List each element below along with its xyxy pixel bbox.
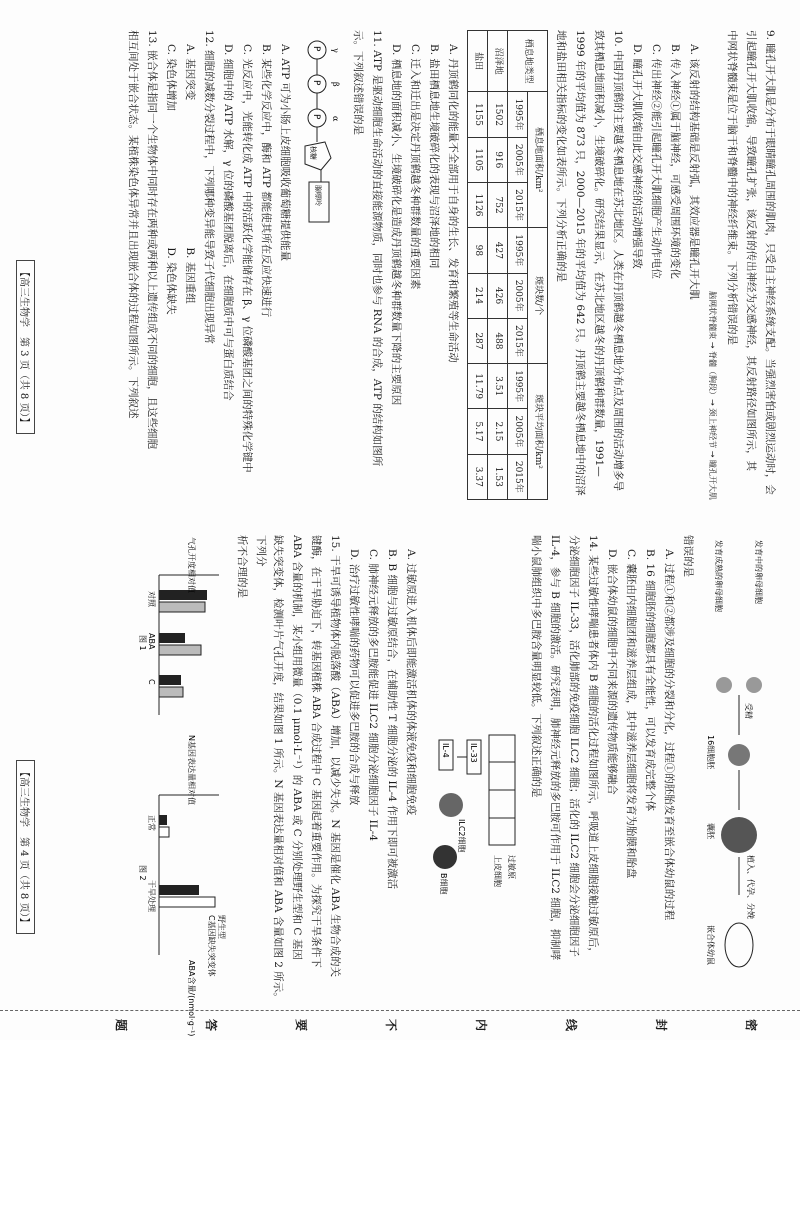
chimera-option-c: C. 囊胚由内细胞团和滋养层组成，其中滋养层细胞将发育为胎膜和胎盘 [625,549,637,879]
q11-option-b: B. 某些化学反应中，酶和 ATP 都能使其所在反应快速进行 [260,44,272,318]
seal-char: 题 [114,1019,128,1032]
atp-base-label: 腺嘌呤 [314,185,322,206]
fig2-legend: 野生型 [217,915,226,939]
q15-stem-line: 键酶，在干旱胁迫下，转基因植株 ABA 合成过程中 C 基因起着重要作用。为探究干旱条件下 [310,535,322,968]
seal-char: 线 [564,1019,578,1032]
seal-char: 内 [474,1019,488,1032]
question-15 [138,535,343,1037]
q11-stem-line: 11. ATP 是驱动细胞生命活动的直接能源物质，同时也参与 RNA 的合成，ATP 的结构如图所 [371,30,383,467]
q-intro: 错误的是 [682,535,694,577]
seal-line [0,1010,800,1039]
q11-stem-line: 示。下列叙述错误的是 [352,30,364,135]
q14-stem-line: 14. 某些过敏性哮喘患者体内 B 细胞的活化过程如图所示，呼吸道上皮细胞接触过敏原后， [587,535,599,958]
table-year: 1995年 [508,364,528,409]
seal-char: 不 [384,1019,398,1032]
fig-label: 受精 [744,703,753,719]
q14-stem-line: 分泌细胞因子 IL-33，活化肺部的免疫细胞 ILC2 细胞；活化的 ILC2 细胞会分泌细胞因子 [568,535,580,957]
q9-option-a: A. 该反射的结构基础是反射弧，其效应器是瞳孔开大肌 [688,44,700,300]
fig-label: 过敏原 [507,855,516,879]
table-cell: 2.15 [488,409,508,454]
table-cell: 1155 [468,92,488,137]
q15-stem-line: 缺失突变体，检测叶片气孔开度，结果如图 1 所示。N 基因表达量相对值和 ABA 含量如图 2 所示。下列分 [255,535,284,1003]
figure-1 [138,537,219,715]
table-year: 2005年 [508,137,528,182]
table-cell: 3.51 [488,364,508,409]
atp-gamma-label: γ [331,48,340,53]
q9-option-b: B. 传入神经①属于脑神经，可感受周围环境的变化 [669,44,681,279]
fig2-ylabel-left: N基因表达量相对值 [187,735,196,805]
seal-char: 答 [204,1019,218,1032]
fig-label: IL-33 [469,743,478,763]
page-3-footer: 【高三生物学 第 3 页（共 8 页）】 [16,260,35,434]
table-cell: 427 [488,228,508,273]
table-cell: 916 [488,137,508,182]
table-cell: 3.37 [468,454,488,499]
question-13 [124,30,160,500]
page-4-footer: 【高三生物学 第 4 页（共 8 页）】 [16,760,35,934]
fig-label: 上皮细胞 [493,855,502,887]
asthma-pathway-figure [423,535,523,1005]
table-year: 2015年 [508,182,528,227]
q11-option-d: D. 细胞中的 ATP 水解，γ 位的磷酸基团脱离后，在细胞质中可与蛋白质结合 [222,44,234,401]
fig1-xtick: C [147,679,156,685]
page-3-column [122,30,778,500]
page-4-column [135,535,778,1037]
table-year: 2015年 [508,454,528,499]
table-cell: 5.17 [468,409,488,454]
fig-label: 发育成熟的卵母细胞 [714,540,723,612]
table-cell: 287 [468,318,488,363]
q12-options-row [181,30,198,500]
fig-label: ILC2细胞 [457,819,466,853]
q10-option-b: B. 盐田栖息地生境破碎化的表现与沼泽地的相同 [428,44,440,269]
q9-option-c: C. 传出神经②能引起瞳孔开大肌细胞产生动作电位 [650,44,662,279]
table-cell: 214 [468,273,488,318]
table-cell: 1502 [488,92,508,137]
table-header-habitat: 栖息地类型 [508,31,548,92]
q14-stem-line: 喘小鼠肺组织中多巴胺含量明显较低。下列叙述正确的是 [530,535,542,798]
q15-stem-line: 15. 干旱可诱导植物体内脱落酸（ABA）增加，以减少失水。N 基因是催化 ABA 生物合成的关 [329,535,341,977]
table-cell: 488 [488,318,508,363]
fig2-legend: C基因缺失突变体 [207,915,216,977]
q9-stem-line: 引起瞳孔开大肌收缩，导致瞳孔扩张，该反射的传出神经为交感神经，其反射路径如图所示，其 [745,30,757,471]
table-cell: 98 [468,228,488,273]
q12-option-a: A. 基因突变 [184,44,196,101]
chimera-option-b: B. 16 细胞胚的细胞都具有全能性，可以发育成完整个体 [644,549,656,812]
q12-option-c: C. 染色体增加 [165,44,177,111]
fig2-xtick: 干旱处理 [147,880,156,912]
atp-alpha-label: α [331,116,340,122]
question-14 [345,535,601,1005]
question-11 [219,30,385,500]
seal-char: 密 [744,1019,758,1032]
q14-option-b: B. B 细胞与过敏原结合，在辅助性 T 细胞分泌的 IL-4 作用下即可被激活 [386,549,398,890]
chimera-option-a: A. 过程①和②都涉及细胞的分裂和分化，过程①的胚胎发育至嵌合体幼鼠的过程 [663,549,675,921]
table-cell: 1105 [468,137,488,182]
q12-option-b: B. 基因重组 [184,247,196,304]
q12-option-d: D. 染色体缺失 [165,247,177,315]
fig1-xtick: 对照 [147,591,156,607]
table-header-mean-area: 斑块平均面积/km² [528,364,548,500]
table-row [488,31,508,500]
table-cell: 1126 [468,182,488,227]
fig-label: 16细胞胚 [706,735,715,770]
q10-stem-line: 地和盐田相关指标的变化如表所示。下列分析正确的是 [555,30,567,282]
fig2-ylabel-right: ABA含量/(nmol·g⁻¹) [187,960,196,1037]
q12-options-row [162,30,179,500]
habitat-table [467,30,548,500]
q15-stem-line: 析不合理的是 [236,535,248,598]
q15-stem-line: ABA 含量的机制，某小组用微量（0.1 μmol·L⁻¹）的 ABA 或 C 分别处理野生型和 C 基因 [291,535,303,960]
seal-char: 要 [294,1019,308,1032]
table-year: 2015年 [508,318,528,363]
table-cell: 盐田 [468,31,488,92]
q10-option-d: D. 栖息地的面积减小、生境破碎化是造成丹顶鹤越冬种群数量下降的主要原因 [390,44,402,406]
table-year: 2005年 [508,409,528,454]
q11-option-c: C. 光反应中，光能转化成 ATP 中的活跃化学能储存在 β、γ 位磷酸基团之间的特殊化学键中 [241,44,253,473]
fig-label: 嵌合体幼鼠 [706,925,715,965]
figure-2 [138,735,227,1036]
table-cell: 1.53 [488,454,508,499]
fig1-ylabel: 气孔开度相对值 [187,537,196,593]
fig2-xtick: 正常 [147,815,156,831]
fig2-caption: 图 2 [138,865,147,881]
table-cell: 沼泽地 [488,31,508,92]
question-10 [387,30,626,500]
atp-sugar-label: 核糖 [309,146,317,160]
svg-text:P: P [311,80,321,86]
fig-label: IL-4 [441,743,450,758]
table-cell: 426 [488,273,508,318]
svg-text:P: P [311,46,321,52]
q10-option-a: A. 丹顶鹤同化的能量不全部用于自身的生长、发育和繁殖等生命活动 [447,44,459,363]
svg-text:P: P [311,114,321,120]
atp-structure-figure [297,30,345,230]
q13-stem-line: 相互间处于嵌合状态。某植株染色体异常并且出现嵌合体的过程如图所示。下列叙述 [127,30,139,419]
q9-stem-line: 9. 瞳孔开大肌是分布于眼睛瞳孔周围的肌肉，只受自主神经系统支配。当强烈害怕或剧烈运动时，会 [764,30,776,495]
question-12 [162,30,217,500]
fig-label: 发育中的卵母细胞 [754,540,763,604]
q14-option-c: C. 肺神经元释放的多巴胺能促进 ILC2 细胞分泌细胞因子 IL-4 [367,549,379,842]
q14-option-a: A. 过敏原进入机体后即能激活机体的体液免疫和细胞免疫 [405,549,417,816]
q10-stem-line: 10. 中国丹顶鹤的主要越冬栖息地在苏北地区。人类在丹顶鹤越冬栖息地分布点及周围的活动增多导 [612,30,624,492]
q10-option-c: C. 迁入和迁出是决定丹顶鹤越冬种群数量的重要因素 [409,44,421,290]
question-9 [628,30,778,500]
q15-figures [138,535,229,1037]
seal-char: 封 [654,1019,668,1032]
q14-option-d: D. 治疗过敏性哮喘的药物可以促进多巴胺的合成与释放 [348,549,360,806]
q9-pathway-figure: 脑网状脊髓束 → 脊髓（胸段）→ 颈上神经节 → 瞳孔开大肌 [708,291,717,500]
q9-option-d: D. 瞳孔开大肌收缩由此交感神经的活动增强导致 [631,44,643,269]
chimera-option-d: D. 嵌合体幼鼠的细胞中不同来源的遗传物质能够融合 [606,549,618,795]
table-header-area: 栖息地面积/km² [528,92,548,228]
q13-stem-line: 13. 嵌合体是指同一个生物体中同时存在两种或两种以上遗传组成不同的细胞，且这些细胞 [146,30,158,450]
fig1-xtick: ABA [147,633,156,650]
table-year: 2005年 [508,273,528,318]
fig-label: 植入、代孕、分娩 [746,855,755,919]
q10-stem-line: 1999 年的平均值为 873 只，2000—2015 年的平均值为 642 只。丹顶鹤主要越冬栖息地中的沼泽 [574,30,586,496]
table-year: 1995年 [508,92,528,137]
q11-option-a: A. ATP 可为小肠上皮细胞吸收葡萄糖提供能量 [279,44,291,262]
atp-beta-label: β [331,82,340,87]
q14-stem-line: IL-4，参与 B 细胞的激活。研究表明，肺神经元释放的多巴胺可作用于 ILC2 细胞，抑制哮 [549,535,561,961]
fig-label: B细胞 [439,873,448,895]
chimera-process-figure [700,535,774,1005]
table-cell: 752 [488,182,508,227]
table-row [468,31,488,500]
fig1-caption: 图 1 [138,635,147,651]
q9-stem-line: 中网状脊髓束是位于脑干和脊髓中的神经纤维束。下列分析错误的是 [726,30,738,345]
q12-stem-line: 12. 细胞的减数分裂过程中，下列哪种变异能导致子代细胞出现异常 [203,30,215,345]
table-header-patches: 斑块数/个 [528,228,548,364]
table-year: 1995年 [508,228,528,273]
fig-label: 囊胚 [706,823,715,839]
table-cell: 11.79 [468,364,488,409]
q10-stem-line: 致其栖息地面积减小，生境破碎化。研究结果显示，在苏北地区越冬的丹顶鹤种群数量，1991— [593,30,605,477]
